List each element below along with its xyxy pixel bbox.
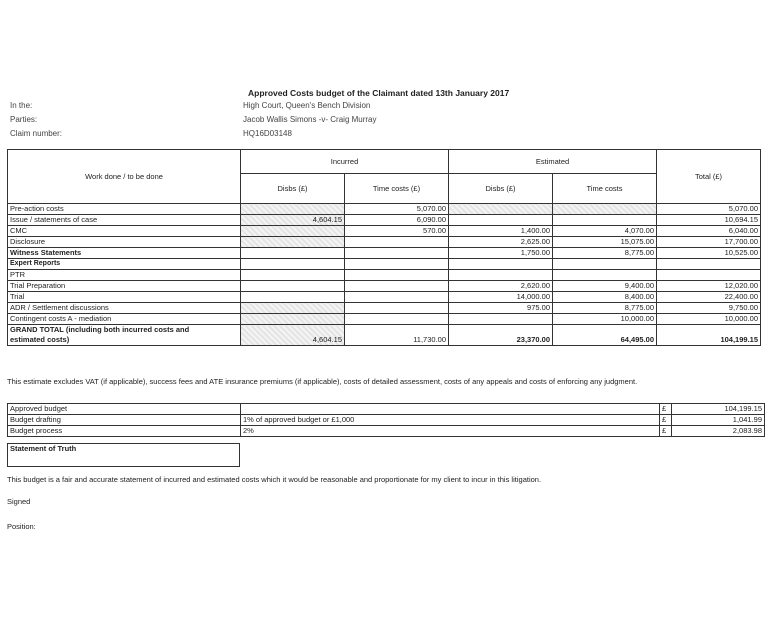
vat-exclusion-note: This estimate excludes VAT (if applicable), success fees and ATE insurance premiums (if applicable), costs of detailed assessment, costs of any appeals and costs of enforcing any judgment.: [7, 377, 638, 386]
table-row: [8, 204, 761, 215]
cell-est-time: 4,070.00: [553, 226, 657, 237]
cell-inc-disbs: [241, 259, 345, 270]
table-row: [8, 270, 761, 281]
table-row: [8, 303, 761, 314]
parties-label: Parties:: [10, 115, 38, 124]
grand-total-row: [8, 325, 761, 346]
work-done-header: Work done / to be done: [8, 150, 241, 204]
cell-est-disbs: [449, 204, 553, 215]
grand-total-value: 104,199.15: [657, 325, 761, 346]
cell-est-disbs: 975.00: [449, 303, 553, 314]
cell-est-time: 9,400.00: [553, 281, 657, 292]
cell-est-time: 8,775.00: [553, 303, 657, 314]
cell-total: 22,400.00: [657, 292, 761, 303]
cell-inc-disbs: [241, 281, 345, 292]
cell-inc-disbs: [241, 248, 345, 259]
cell-inc-disbs: [241, 270, 345, 281]
cell-est-disbs: 1,750.00: [449, 248, 553, 259]
budget-label: Budget process: [8, 426, 241, 437]
cell-est-time: [553, 204, 657, 215]
cell-inc-disbs: [241, 292, 345, 303]
cell-est-disbs: 2,625.00: [449, 237, 553, 248]
incurred-disbs-header: Disbs (£): [241, 174, 345, 204]
position-label: Position:: [7, 522, 36, 531]
cell-total: 6,040.00: [657, 226, 761, 237]
row-label: Contingent costs A - mediation: [8, 314, 241, 325]
cell-inc-disbs: [241, 226, 345, 237]
cell-inc-time: [345, 237, 449, 248]
cell-est-time: 8,775.00: [553, 248, 657, 259]
cell-inc-time: [345, 248, 449, 259]
cell-total: 12,020.00: [657, 281, 761, 292]
cell-inc-time: [345, 303, 449, 314]
budget-currency: £: [660, 426, 672, 437]
cell-est-disbs: 2,620.00: [449, 281, 553, 292]
statement-of-truth-box: [7, 443, 240, 467]
signed-label: Signed: [7, 497, 31, 506]
cell-est-disbs: [449, 259, 553, 270]
budget-desc: 2%: [241, 426, 660, 437]
budget-desc: 1% of approved budget or £1,000: [241, 415, 660, 426]
budget-table: [7, 403, 765, 437]
cell-inc-time: [345, 314, 449, 325]
court-label: In the:: [10, 101, 33, 110]
grand-total-label-line1: GRAND TOTAL (including both incurred costs and: [10, 325, 190, 334]
budget-value: 104,199.15: [672, 404, 765, 415]
incurred-time-header: Time costs (£): [345, 174, 449, 204]
budget-row: [8, 404, 765, 415]
cell-est-time: [553, 259, 657, 270]
cell-inc-time: [345, 259, 449, 270]
budget-value: 1,041.99: [672, 415, 765, 426]
cell-total: 5,070.00: [657, 204, 761, 215]
cell-est-time: 10,000.00: [553, 314, 657, 325]
cell-inc-disbs: [241, 314, 345, 325]
statement-text: This budget is a fair and accurate statement of incurred and estimated costs which it would be reasonable and proportionate for my client to incur in this litigation.: [7, 475, 542, 484]
budget-row: [8, 415, 765, 426]
cell-total: [657, 270, 761, 281]
parties-value: Jacob Wallis Simons -v- Craig Murray: [243, 115, 377, 124]
table-row: [8, 237, 761, 248]
budget-desc: [241, 404, 660, 415]
cell-inc-time: [345, 270, 449, 281]
cell-total: 10,525.00: [657, 248, 761, 259]
cell-est-disbs: [449, 270, 553, 281]
claim-number-value: HQ16D03148: [243, 129, 292, 138]
budget-label: Approved budget: [8, 404, 241, 415]
cell-est-disbs: [449, 215, 553, 226]
table-row: [8, 215, 761, 226]
row-label: Issue / statements of case: [8, 215, 241, 226]
grand-total-inc-time: 11,730.00: [345, 325, 449, 346]
row-label: Pre-action costs: [8, 204, 241, 215]
cell-inc-disbs: [241, 303, 345, 314]
incurred-header: Incurred: [241, 150, 449, 174]
table-row: [8, 281, 761, 292]
table-row: [8, 314, 761, 325]
row-label: Witness Statements: [8, 248, 241, 259]
row-label: CMC: [8, 226, 241, 237]
row-label: Expert Reports: [8, 259, 241, 270]
table-row: [8, 292, 761, 303]
document-title: Approved Costs budget of the Claimant dated 13th January 2017: [248, 88, 510, 98]
cell-inc-disbs: [241, 237, 345, 248]
estimated-disbs-header: Disbs (£): [449, 174, 553, 204]
budget-currency: £: [660, 415, 672, 426]
cell-est-time: 15,075.00: [553, 237, 657, 248]
cell-total: 10,000.00: [657, 314, 761, 325]
grand-total-inc-disbs: 4,604.15: [241, 325, 345, 346]
row-label: Trial: [8, 292, 241, 303]
cell-inc-disbs: [241, 204, 345, 215]
cell-total: 10,694.15: [657, 215, 761, 226]
budget-row: [8, 426, 765, 437]
grand-total-est-time: 64,495.00: [553, 325, 657, 346]
total-header: Total (£): [657, 150, 761, 204]
grand-total-label-line2: estimated costs): [10, 335, 70, 344]
claim-number-label: Claim number:: [10, 129, 63, 138]
cell-est-disbs: 14,000.00: [449, 292, 553, 303]
cell-total: [657, 259, 761, 270]
court-value: High Court, Queen's Bench Division: [243, 101, 371, 110]
table-row: [8, 226, 761, 237]
cell-inc-time: 5,070.00: [345, 204, 449, 215]
statement-of-truth-label: Statement of Truth: [10, 444, 77, 453]
cell-inc-time: [345, 292, 449, 303]
estimated-time-header: Time costs: [553, 174, 657, 204]
cell-inc-time: [345, 281, 449, 292]
estimated-header: Estimated: [449, 150, 657, 174]
table-row: [8, 248, 761, 259]
row-label: ADR / Settlement discussions: [8, 303, 241, 314]
row-label: Trial Preparation: [8, 281, 241, 292]
cell-est-time: [553, 215, 657, 226]
grand-total-label: [8, 325, 241, 346]
cell-inc-time: 570.00: [345, 226, 449, 237]
row-label: PTR: [8, 270, 241, 281]
row-label: Disclosure: [8, 237, 241, 248]
cell-total: 9,750.00: [657, 303, 761, 314]
budget-currency: £: [660, 404, 672, 415]
cell-est-disbs: 1,400.00: [449, 226, 553, 237]
budget-label: Budget drafting: [8, 415, 241, 426]
cell-inc-disbs: 4,604.15: [241, 215, 345, 226]
cell-inc-time: 6,090.00: [345, 215, 449, 226]
cell-est-time: 8,400.00: [553, 292, 657, 303]
grand-total-est-disbs: 23,370.00: [449, 325, 553, 346]
cell-total: 17,700.00: [657, 237, 761, 248]
cell-est-time: [553, 270, 657, 281]
table-row: [8, 259, 761, 270]
cell-est-disbs: [449, 314, 553, 325]
budget-value: 2,083.98: [672, 426, 765, 437]
costs-table: [7, 149, 761, 346]
